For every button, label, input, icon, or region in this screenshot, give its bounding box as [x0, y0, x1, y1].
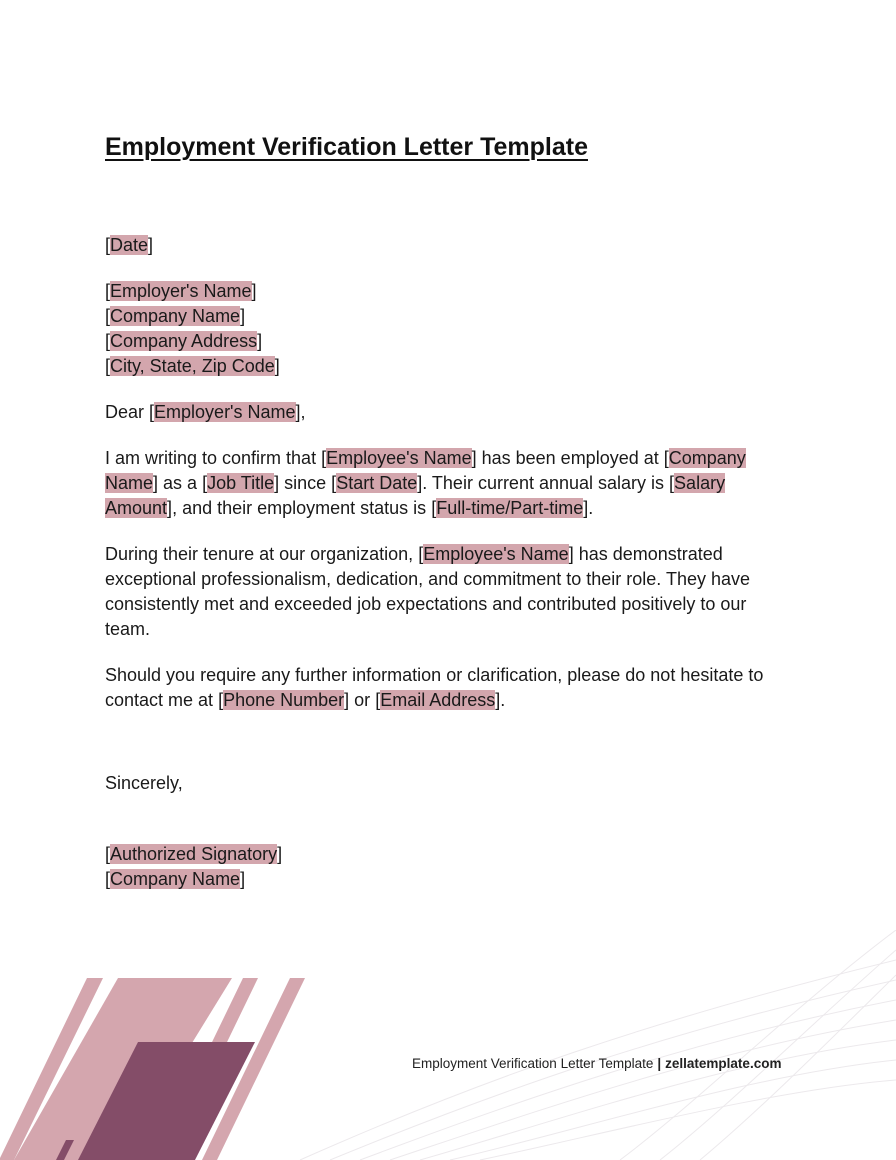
text: I am writing to confirm that	[105, 448, 322, 468]
footer	[412, 1056, 781, 1071]
text: Should you require any further information or clarification, please do not hesitate to contact me at	[105, 665, 764, 710]
text: During their tenure at our organization,	[105, 544, 419, 564]
text: .	[500, 690, 506, 710]
phone-number-placeholder: Phone Number	[223, 690, 345, 710]
authorized-signatory-placeholder: Authorized Signatory	[110, 844, 278, 864]
closing: Sincerely,	[105, 773, 183, 793]
text: since	[279, 473, 332, 493]
text: as a	[158, 473, 203, 493]
signature-block: [Authorized Signatory] [Company Name]	[105, 844, 283, 889]
date-placeholder: Date	[110, 235, 149, 255]
email-address-placeholder: Email Address	[380, 690, 496, 710]
company-placeholder-cont: Name	[105, 473, 154, 493]
text: , and their employment status is	[172, 498, 432, 518]
paragraph-confirmation: I am writing to confirm that [Employee's Name] has been employed at [Company Name] as a [Job Title] since [Start Date]. Their current annual salary is [Salary Amount], and their employment status is [Full-time/Part-time].	[105, 448, 746, 518]
company-placeholder: Company	[668, 448, 746, 468]
city-state-zip-placeholder: City, State, Zip Code	[110, 356, 275, 376]
salary-placeholder-cont: Amount	[105, 498, 168, 518]
text: .	[588, 498, 594, 518]
date-line: [Date]	[105, 235, 154, 255]
document-title: Employment Verification Letter Template	[105, 133, 588, 161]
status-placeholder: Full-time/Part-time	[436, 498, 584, 518]
company-name-placeholder: Company Name	[110, 306, 241, 326]
text: or	[349, 690, 376, 710]
decorative-wave-lines	[300, 930, 896, 1160]
footer-label: Employment Verification Letter Template	[412, 1056, 654, 1071]
salutation-dear: Dear	[105, 402, 150, 422]
job-title-placeholder: Job Title	[207, 473, 275, 493]
employee-name-placeholder: Employee's Name	[326, 448, 472, 468]
signature-company-placeholder: Company Name	[110, 869, 241, 889]
footer-separator: |	[657, 1056, 662, 1071]
salutation: Dear [Employer's Name],	[105, 402, 306, 422]
employee-name-placeholder: Employee's Name	[423, 544, 569, 564]
paragraph-tenure: During their tenure at our organization, [Employee's Name] has demonstrated exceptional professionalism, dedication, and commitment to their role. They have consistently met and exceeded job expectations and contributed positively to our team.	[105, 544, 751, 639]
salary-placeholder: Salary	[674, 473, 726, 493]
footer-site-link[interactable]: zellatemplate.com	[665, 1056, 782, 1071]
salutation-end: ,	[300, 402, 306, 422]
text: . Their current annual salary is	[422, 473, 670, 493]
letter-body	[105, 233, 795, 913]
start-date-placeholder: Start Date	[336, 473, 418, 493]
decorative-footer-graphic	[0, 930, 896, 1160]
salutation-name-placeholder: Employer's Name	[154, 402, 296, 422]
text: has been employed at	[476, 448, 664, 468]
employer-name-placeholder: Employer's Name	[110, 281, 252, 301]
paragraph-contact: Should you require any further information or clarification, please do not hesitate to contact me at [Phone Number] or [Email Address].	[105, 665, 764, 710]
text: has demonstrated exceptional professionalism, dedication, and commitment to their role. They have consistently met and exceeded job expectations and contributed positively to our team.	[105, 544, 751, 639]
company-address-placeholder: Company Address	[110, 331, 258, 351]
recipient-block: [Employer's Name] [Company Name] [Company Address] [City, State, Zip Code]	[105, 281, 280, 376]
